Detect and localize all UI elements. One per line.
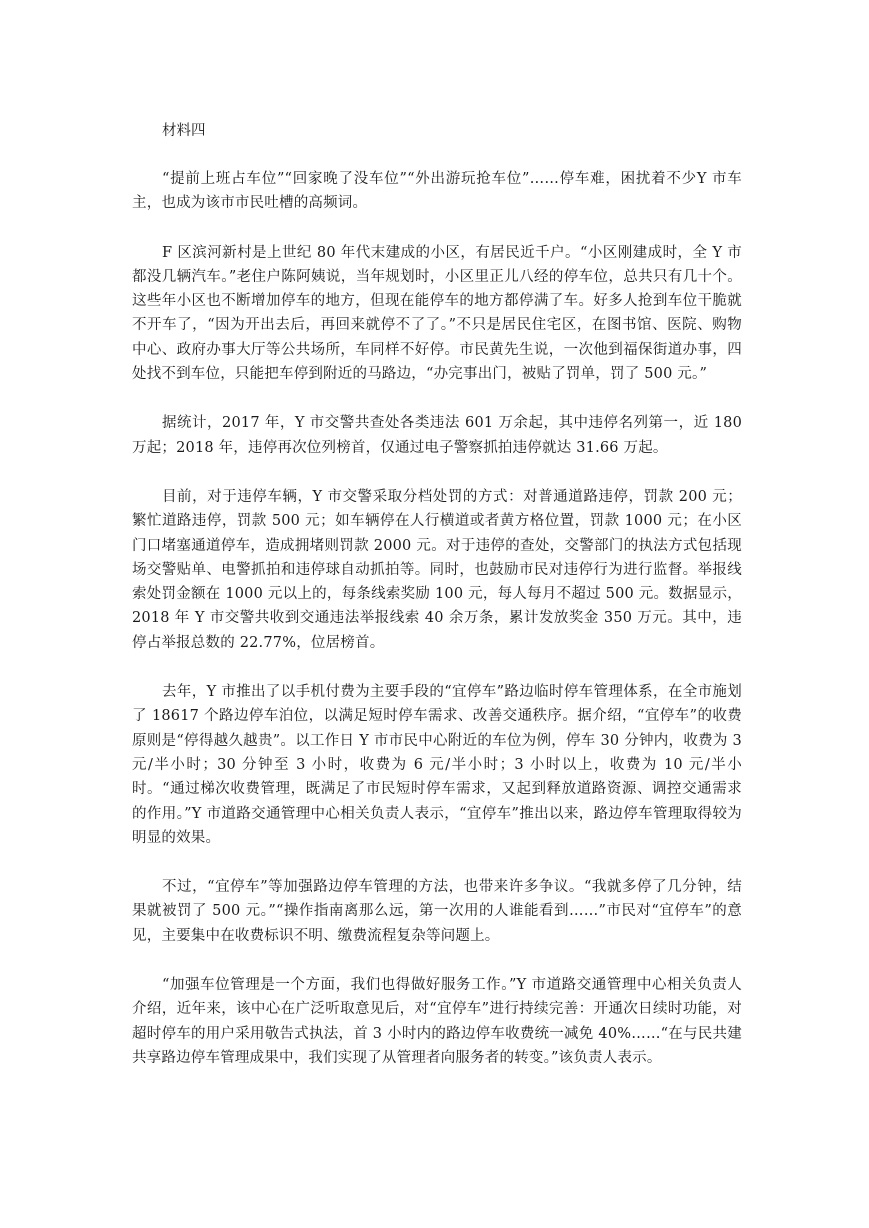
document-page bbox=[132, 120, 742, 1095]
paragraph-3: 据统计，2017 年，Y 市交警共查处各类违法 601 万余起，其中违停名列第一，近 180 万起；2018 年，违停再次位列榜首，仅通过电子警察抓拍违停就达 31.66 万起。 bbox=[132, 415, 742, 456]
paragraph-1: “提前上班占车位”“回家晚了没车位”“外出游玩抢车位”……停车难，困扰着不少Y 市车主，也成为该市市民吐槽的高频词。 bbox=[132, 171, 742, 212]
paragraph-4: 目前，对于违停车辆，Y 市交警采取分档处罚的方式：对普通道路违停，罚款 200 元；繁忙道路违停，罚款 500 元；如车辆停在人行横道或者黄方格位置，罚款 1000 元；在小区门口堵塞通道停车，造成拥堵则罚款 2000 元。对于违停的查处，交警部门的执法方式包括现场交警贴单、电警抓拍和违停球自动抓拍等。同时，也鼓励市民对违停行为进行监督。举报线索处罚金额在 1000 元以上的，每条线索奖励 100 元，每人每月不超过 500 元。数据显示，2018 年 Y 市交警共收到交通违法举报线索 40 余万条，累计发放奖金 350 万元。其中，违停占举报总数的 22.77%，位居榜首。 bbox=[132, 488, 742, 651]
paragraph-2: F 区滨河新村是上世纪 80 年代末建成的小区，有居民近千户。“小区刚建成时，全 Y 市都没几辆汽车。”老住户陈阿姨说，当年规划时，小区里正儿八经的停车位，总共只有几十个。这些年小区也不断增加停车的地方，但现在能停车的地方都停满了车。好多人抢到车位干脆就不开车了，“因为开出去后，再回来就停不了了。”不只是居民住宅区，在图书馆、医院、购物中心、政府办事大厅等公共场所，车同样不好停。市民黄先生说，一次他到福保街道办事，四处找不到车位，只能把车停到附近的马路边，“办完事出门，被贴了罚单，罚了 500 元。” bbox=[132, 244, 742, 383]
paragraph-6: 不过，“宜停车”等加强路边停车管理的方法，也带来许多争议。“我就多停了几分钟，结果就被罚了 500 元。”“操作指南离那么远，第一次用的人谁能看到……”市民对“宜停车”的意见，主要集中在收费标识不明、缴费流程复杂等问题上。 bbox=[132, 879, 742, 944]
section-heading: 材料四 bbox=[162, 123, 206, 139]
paragraph-7: “加强车位管理是一个方面，我们也得做好服务工作。”Y 市道路交通管理中心相关负责人介绍，近年来，该中心在广泛听取意见后，对“宜停车”进行持续完善：开通次日续时功能，对超时停车的用户采用敬告式执法，首 3 小时内的路边停车收费统一减免 40%……“在与民共建共享路边停车管理成果中，我们实现了从管理者向服务者的转变。”该负责人表示。 bbox=[132, 977, 742, 1066]
paragraph-5: 去年，Y 市推出了以手机付费为主要手段的“宜停车”路边临时停车管理体系，在全市施划了 18617 个路边停车泊位，以满足短时停车需求、改善交通秩序。据介绍，“宜停车”的收费原则是“停得越久越贵”。以工作日 Y 市市民中心附近的车位为例，停车 30 分钟内，收费为 3 元/半小时；30 分钟至 3 小时，收费为 6 元/半小时；3 小时以上，收费为 10 元/半小时。“通过梯次收费管理，既满足了市民短时停车需求，又起到释放道路资源、调控交通需求的作用。”Y 市道路交通管理中心相关负责人表示，“宜停车”推出以来，路边停车管理取得较为明显的效果。 bbox=[132, 684, 742, 846]
